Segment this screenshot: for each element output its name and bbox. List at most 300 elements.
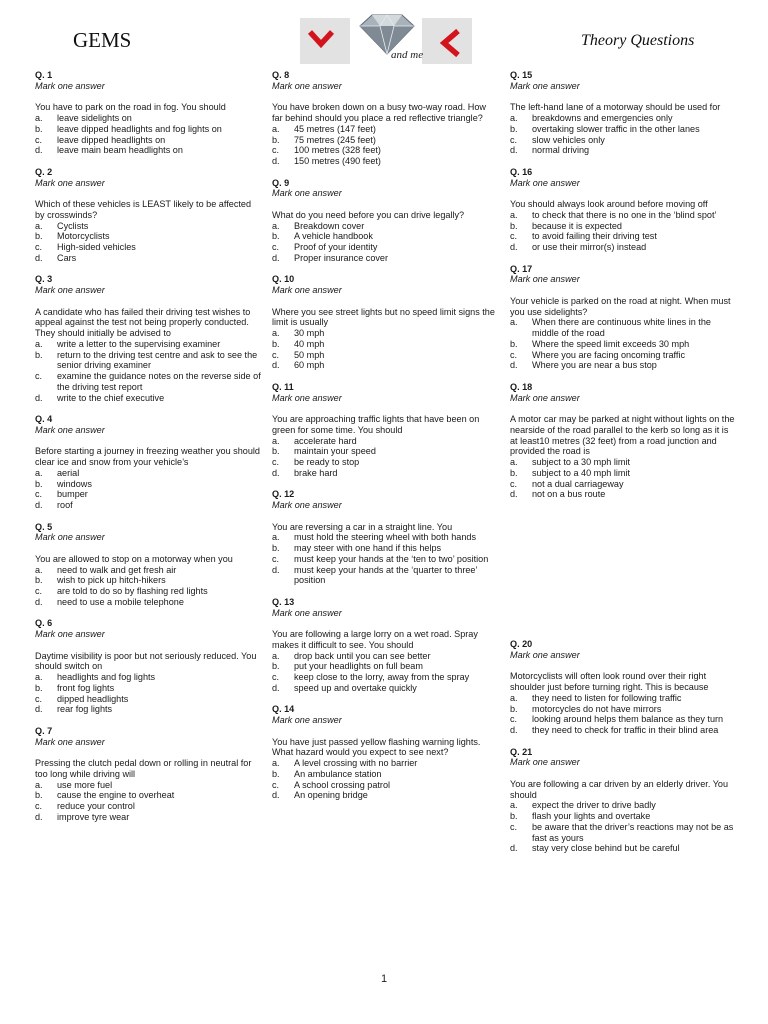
question-column-1 — [35, 70, 261, 823]
question-block — [510, 70, 736, 156]
answer-option — [510, 360, 736, 371]
page-number: 1 — [380, 973, 388, 985]
option-letter: d. — [510, 489, 518, 500]
answer-option — [510, 800, 736, 811]
question-block — [272, 70, 498, 167]
question-number: Q. 20 — [510, 639, 533, 649]
answer-option — [35, 694, 261, 705]
option-letter: c. — [272, 242, 280, 252]
question-number: Q. 2 — [35, 166, 53, 177]
option-text: High-sided vehicles — [57, 242, 136, 252]
option-text: write to the chief executive — [57, 392, 165, 403]
question-block — [272, 178, 498, 264]
option-letter: d. — [35, 811, 43, 822]
answer-option — [35, 242, 261, 253]
answer-option — [272, 360, 498, 371]
answer-option — [272, 328, 498, 339]
option-text: must keep your hands at the ‘quarter to three’ position — [294, 564, 478, 586]
answer-option — [35, 253, 261, 264]
option-text: A school crossing patrol — [294, 779, 391, 790]
option-letter: c. — [510, 231, 518, 242]
answer-option — [510, 457, 736, 468]
option-letter: b. — [272, 446, 280, 457]
option-letter: b. — [35, 478, 43, 489]
option-letter: a. — [510, 113, 518, 123]
answer-option — [35, 113, 261, 124]
question-text: What do you need before you can drive legally? — [272, 209, 465, 220]
option-text: flash your lights and overtake — [532, 811, 651, 821]
answer-option — [272, 156, 498, 167]
question-text: You have broken down on a busy two-way road. How far behind should you place a red reflective triangle? — [272, 102, 487, 123]
answer-option — [510, 135, 736, 146]
option-text: they need to check for traffic in their blind area — [532, 725, 719, 735]
option-letter: a. — [35, 564, 43, 575]
answer-option — [35, 597, 261, 608]
option-text: leave dipped headlights and fog lights on — [57, 123, 222, 134]
option-letter: b. — [35, 575, 43, 586]
question-text: You have just passed yellow flashing warning lights. What hazard would you expect to see next? — [272, 736, 481, 758]
option-text: maintain your speed — [294, 446, 376, 457]
option-text: must keep your hands at the ‘ten to two’ position — [294, 553, 489, 564]
option-letter: c. — [510, 349, 518, 360]
question-text: A motor car may be parked at night without lights on the nearside of the road parallel to the kerb so long as it is at least10 metres (32 feet) from a road junction and provided the road is — [510, 414, 735, 457]
answer-option — [35, 350, 261, 372]
option-letter: c. — [272, 145, 280, 156]
question-text: You have to park on the road in fog. You should — [35, 102, 226, 113]
option-letter: a. — [35, 779, 43, 790]
answer-option — [272, 543, 498, 554]
option-letter: d. — [35, 252, 43, 263]
option-text: brake hard — [294, 467, 338, 478]
answer-instruction: Mark one answer — [272, 285, 342, 295]
question-number: Q. 3 — [35, 274, 53, 285]
option-text: to check that there is no one in the ‘blind spot’ — [532, 209, 717, 220]
option-text: 150 metres (490 feet) — [294, 156, 381, 166]
answer-instruction: Mark one answer — [272, 80, 342, 91]
option-letter: b. — [35, 123, 43, 134]
option-text: to avoid failing their driving test — [532, 231, 657, 242]
option-letter: d. — [35, 704, 43, 715]
answer-option — [510, 693, 736, 704]
option-text: normal driving — [532, 145, 590, 156]
answer-option — [35, 339, 261, 350]
option-letter: d. — [272, 252, 280, 263]
option-text: dipped headlights — [57, 693, 129, 704]
option-text: bumper — [57, 489, 88, 500]
question-text: You are approaching traffic lights that have been on green for some time. You should — [272, 414, 480, 435]
answer-option — [35, 479, 261, 490]
option-letter: c. — [272, 553, 280, 564]
answer-option — [272, 532, 498, 543]
answer-option — [272, 231, 498, 242]
option-text: drop back until you can see better — [294, 650, 431, 661]
answer-instruction: Mark one answer — [272, 188, 342, 199]
answer-instruction: Mark one answer — [272, 500, 342, 510]
question-block — [272, 704, 498, 801]
option-text: 45 metres (147 feet) — [294, 123, 376, 134]
option-letter: d. — [35, 392, 43, 403]
option-letter: b. — [272, 134, 280, 145]
answer-option — [510, 339, 736, 350]
answer-option — [510, 317, 736, 339]
answer-option — [510, 124, 736, 135]
answer-option — [272, 683, 498, 694]
question-block — [35, 167, 261, 264]
answer-option — [35, 500, 261, 511]
option-letter: c. — [272, 457, 280, 467]
question-text: A candidate who has failed their driving test wishes to appeal against the test not being properly conducted. They should initially be advised to — [35, 306, 251, 338]
option-letter: c. — [272, 349, 280, 360]
answer-option — [272, 565, 498, 587]
option-text: be ready to stop — [294, 457, 360, 467]
option-letter: a. — [510, 800, 518, 811]
option-letter: b. — [510, 220, 518, 231]
option-text: expect the driver to drive badly — [532, 800, 656, 811]
answer-option — [35, 135, 261, 146]
option-letter: a. — [272, 220, 280, 231]
option-letter: a. — [272, 758, 280, 768]
option-letter: a. — [272, 650, 280, 661]
answer-option — [510, 242, 736, 253]
option-letter: a. — [35, 220, 43, 231]
answer-option — [272, 446, 498, 457]
answer-option — [35, 704, 261, 715]
question-block — [35, 618, 261, 715]
answer-instruction: Mark one answer — [510, 757, 580, 768]
answer-option — [272, 758, 498, 769]
option-letter: c. — [272, 779, 280, 790]
option-text: because it is expected — [532, 220, 622, 231]
option-letter: b. — [35, 231, 43, 242]
answer-option — [272, 253, 498, 264]
option-text: windows — [57, 478, 92, 489]
option-text: A level crossing with no barrier — [294, 758, 418, 768]
option-letter: b. — [510, 703, 518, 714]
question-number: Q. 14 — [272, 704, 295, 715]
question-column-2 — [272, 70, 498, 801]
answer-option — [510, 231, 736, 242]
answer-option — [510, 489, 736, 500]
answer-option — [272, 651, 498, 662]
option-text: breakdowns and emergencies only — [532, 113, 673, 123]
option-text: A vehicle handbook — [294, 231, 373, 242]
answer-option — [35, 790, 261, 801]
answer-option — [510, 113, 736, 124]
answer-option — [35, 221, 261, 232]
option-text: roof — [57, 500, 73, 510]
question-block — [35, 414, 261, 511]
option-letter: d. — [510, 145, 518, 156]
answer-option — [35, 672, 261, 683]
option-letter: b. — [35, 790, 43, 801]
answer-instruction: Mark one answer — [35, 80, 105, 91]
logo-graphic — [298, 12, 476, 66]
answer-option — [510, 822, 736, 844]
question-number: Q. 9 — [272, 177, 290, 188]
answer-option — [272, 672, 498, 683]
question-number: Q. 13 — [272, 596, 295, 607]
question-number: Q. 21 — [510, 746, 533, 757]
option-text: motorcycles do not have mirrors — [532, 703, 662, 714]
option-text: 30 mph — [294, 328, 325, 338]
option-text: examine the guidance notes on the reverse side of the driving test report — [57, 371, 261, 392]
question-text: Which of these vehicles is LEAST likely to be affected by crosswinds? — [35, 199, 252, 220]
option-text: aerial — [57, 467, 80, 478]
option-letter: d. — [272, 360, 280, 371]
option-letter: c. — [510, 714, 518, 725]
answer-option — [272, 769, 498, 780]
option-letter: b. — [510, 123, 518, 134]
answer-instruction: Mark one answer — [35, 285, 105, 295]
answer-option — [35, 124, 261, 135]
answer-option — [272, 124, 498, 135]
answer-option — [35, 575, 261, 586]
answer-option — [510, 479, 736, 490]
question-text: You are following a large lorry on a wet road. Spray makes it difficult to see. You should — [272, 629, 478, 650]
answer-option — [35, 812, 261, 823]
answer-option — [35, 468, 261, 479]
question-number: Q. 10 — [272, 274, 295, 285]
option-letter: a. — [272, 435, 280, 446]
question-block — [510, 264, 736, 372]
answer-option — [510, 210, 736, 221]
option-text: return to the driving test centre and ask to see the senior driving examiner — [57, 349, 258, 371]
answer-instruction: Mark one answer — [272, 392, 342, 403]
option-letter: b. — [272, 231, 280, 242]
answer-option — [35, 586, 261, 597]
question-number: Q. 4 — [35, 414, 53, 424]
option-text: overtaking slower traffic in the other lanes — [532, 123, 700, 134]
option-letter: d. — [272, 682, 280, 693]
option-text: subject to a 40 mph limit — [532, 467, 631, 478]
answer-instruction: Mark one answer — [272, 715, 342, 725]
option-letter: d. — [35, 500, 43, 510]
option-letter: b. — [35, 682, 43, 693]
question-block — [510, 747, 736, 855]
question-block — [35, 274, 261, 403]
question-block — [35, 726, 261, 823]
option-letter: d. — [272, 156, 280, 166]
question-number: Q. 16 — [510, 166, 533, 177]
answer-option — [272, 790, 498, 801]
option-letter: c. — [510, 478, 518, 489]
section-title: Theory Questions — [581, 32, 695, 49]
option-letter: b. — [272, 543, 280, 553]
answer-option — [35, 780, 261, 791]
option-letter: a. — [35, 338, 43, 349]
answer-instruction: Mark one answer — [35, 532, 105, 543]
option-text: not a dual carriageway — [532, 478, 624, 489]
answer-option — [272, 780, 498, 791]
option-text: When there are continuous white lines in the middle of the road — [532, 317, 711, 338]
answer-option — [272, 242, 498, 253]
question-number: Q. 5 — [35, 521, 53, 532]
question-block — [510, 639, 736, 736]
option-letter: b. — [272, 338, 280, 349]
question-number: Q. 7 — [35, 725, 53, 736]
option-text: keep close to the lorry, away from the spray — [294, 672, 470, 682]
question-text: Daytime visibility is poor but not seriously reduced. You should switch on — [35, 650, 257, 672]
option-text: Where you are near a bus stop — [532, 360, 657, 371]
option-text: subject to a 30 mph limit — [532, 457, 631, 467]
option-text: not on a bus route — [532, 489, 606, 500]
answer-instruction: Mark one answer — [35, 736, 105, 747]
option-letter: b. — [510, 467, 518, 478]
question-text: Where you see street lights but no speed limit signs the limit is usually — [272, 306, 495, 328]
option-text: wish to pick up hitch-hikers — [57, 575, 166, 586]
option-text: 40 mph — [294, 338, 325, 349]
option-text: use more fuel — [57, 779, 113, 790]
answer-option — [510, 221, 736, 232]
option-letter: a. — [510, 692, 518, 703]
answer-option — [510, 468, 736, 479]
answer-instruction: Mark one answer — [35, 629, 105, 639]
question-column-3 — [510, 70, 736, 854]
option-text: they need to listen for following traffic — [532, 692, 682, 703]
answer-instruction: Mark one answer — [510, 274, 580, 285]
option-letter: b. — [510, 811, 518, 821]
answer-instruction: Mark one answer — [510, 649, 580, 660]
answer-option — [35, 393, 261, 404]
answer-option — [35, 371, 261, 393]
answer-option — [35, 231, 261, 242]
option-text: headlights and fog lights — [57, 672, 156, 682]
option-letter: a. — [510, 317, 518, 328]
answer-option — [35, 489, 261, 500]
option-text: rear fog lights — [57, 704, 113, 715]
question-text: Your vehicle is parked on the road at night. When must you use sidelights? — [510, 295, 731, 317]
answer-option — [510, 145, 736, 156]
question-number: Q. 12 — [272, 489, 295, 500]
brand-name: GEMS — [73, 28, 132, 52]
question-number: Q. 1 — [35, 70, 53, 80]
option-text: Cars — [57, 252, 77, 263]
option-letter: a. — [35, 467, 43, 478]
answer-instruction: Mark one answer — [510, 80, 580, 91]
page-header — [0, 0, 768, 66]
option-text: 100 metres (328 feet) — [294, 145, 381, 156]
option-letter: d. — [510, 242, 518, 252]
option-text: Motorcyclists — [57, 231, 110, 242]
option-text: put your headlights on full beam — [294, 661, 423, 672]
option-letter: d. — [35, 596, 43, 607]
question-number: Q. 18 — [510, 381, 533, 392]
option-text: need to use a mobile telephone — [57, 596, 184, 607]
question-number: Q. 17 — [510, 263, 533, 274]
option-text: Where the speed limit exceeds 30 mph — [532, 338, 690, 349]
answer-option — [272, 661, 498, 672]
answer-option — [35, 683, 261, 694]
option-text: 75 metres (245 feet) — [294, 134, 376, 145]
answer-option — [510, 350, 736, 361]
option-letter: c. — [35, 134, 43, 145]
option-letter: a. — [35, 113, 43, 123]
answer-instruction: Mark one answer — [35, 424, 105, 435]
option-text: be aware that the driver’s reactions may not be as fast as yours — [532, 821, 734, 843]
option-text: Proper insurance cover — [294, 252, 389, 263]
option-letter: d. — [272, 564, 280, 575]
option-text: leave sidelights on — [57, 113, 132, 123]
option-text: An opening bridge — [294, 790, 368, 801]
answer-option — [272, 135, 498, 146]
logo-caption: and me — [391, 49, 424, 61]
question-text: Motorcyclists will often look round over their right shoulder just before turning right. This is because — [510, 671, 709, 692]
question-block — [510, 167, 736, 253]
option-text: speed up and overtake quickly — [294, 682, 417, 693]
option-letter: c. — [35, 242, 43, 252]
answer-option — [510, 811, 736, 822]
question-block — [510, 382, 736, 500]
question-text: You are allowed to stop on a motorway when you — [35, 553, 233, 564]
question-text: You are following a car driven by an elderly driver. You should — [510, 778, 729, 800]
option-text: accelerate hard — [294, 435, 357, 446]
answer-option — [35, 801, 261, 812]
question-number: Q. 11 — [272, 381, 294, 392]
answer-instruction: Mark one answer — [510, 177, 580, 188]
answer-option — [510, 704, 736, 715]
question-text: You should always look around before moving off — [510, 199, 708, 209]
option-text: front fog lights — [57, 682, 115, 693]
option-letter: c. — [35, 693, 43, 704]
option-text: leave main beam headlights on — [57, 145, 183, 156]
option-letter: d. — [510, 360, 518, 371]
option-letter: d. — [272, 790, 280, 801]
option-text: reduce your control — [57, 801, 135, 811]
answer-option — [272, 221, 498, 232]
option-text: write a letter to the supervising examiner — [57, 338, 221, 349]
answer-option — [272, 554, 498, 565]
answer-option — [35, 565, 261, 576]
option-text: stay very close behind but be careful — [532, 843, 680, 854]
option-letter: d. — [272, 467, 280, 478]
option-letter: a. — [272, 328, 280, 338]
option-letter: b. — [272, 661, 280, 672]
option-text: may steer with one hand if this helps — [294, 543, 442, 553]
answer-option — [272, 350, 498, 361]
answer-instruction: Mark one answer — [35, 177, 105, 188]
option-text: must hold the steering wheel with both hands — [294, 532, 476, 543]
answer-instruction: Mark one answer — [510, 392, 580, 403]
option-text: Proof of your identity — [294, 242, 378, 252]
option-letter: d. — [510, 843, 518, 854]
answer-option — [272, 468, 498, 479]
gems-logo — [298, 12, 476, 66]
option-letter: b. — [35, 349, 43, 360]
answer-option — [510, 843, 736, 854]
question-text: Before starting a journey in freezing weather you should clear ice and snow from your vehicle’s — [35, 446, 260, 467]
answer-option — [272, 436, 498, 447]
option-text: An ambulance station — [294, 768, 382, 779]
option-letter: c. — [510, 134, 518, 145]
answer-option — [272, 145, 498, 156]
question-block — [35, 522, 261, 608]
question-block — [272, 382, 498, 479]
question-text: You are reversing a car in a straight line. You — [272, 521, 453, 532]
option-letter: c. — [272, 672, 280, 682]
option-text: looking around helps them balance as they turn — [532, 714, 724, 725]
option-text: need to walk and get fresh air — [57, 564, 177, 575]
option-text: leave dipped headlights on — [57, 134, 166, 145]
option-text: are told to do so by flashing red lights — [57, 586, 208, 596]
option-letter: c. — [35, 489, 43, 500]
question-block — [272, 489, 498, 586]
question-number: Q. 6 — [35, 618, 53, 629]
answer-option — [272, 339, 498, 350]
option-letter: b. — [272, 768, 280, 779]
option-text: Breakdown cover — [294, 220, 365, 231]
option-text: or use their mirror(s) instead — [532, 242, 647, 252]
option-letter: c. — [35, 801, 43, 811]
